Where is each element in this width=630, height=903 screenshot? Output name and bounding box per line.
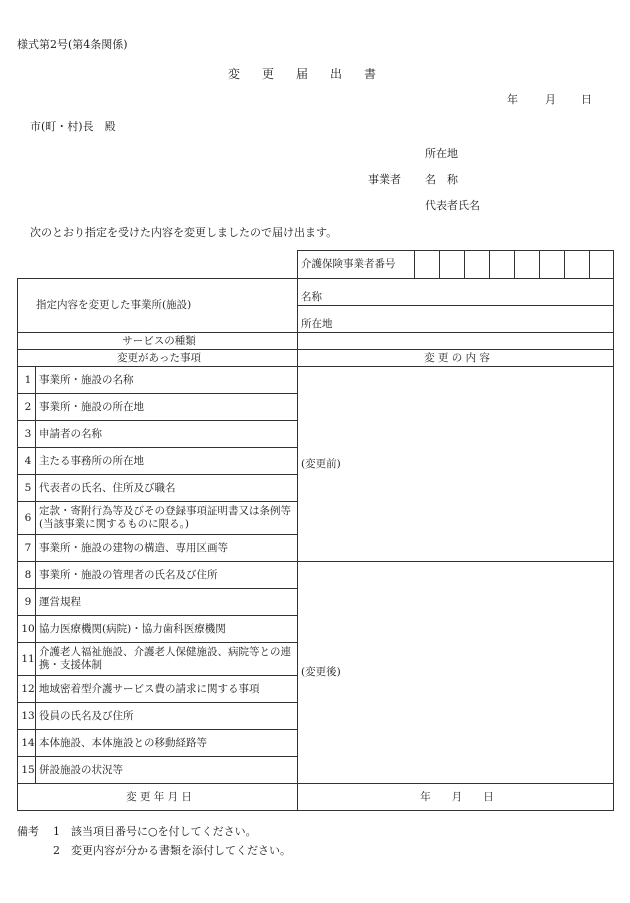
- service-type-value: [298, 333, 614, 350]
- note-text: 変更内容が分かる書類を添付してください。: [71, 844, 291, 857]
- date-line: [507, 91, 592, 107]
- provider-number-digit: [540, 251, 565, 279]
- item-text: 運営規程: [36, 589, 298, 616]
- facility-name-label: 名称: [298, 279, 614, 306]
- item-number: 3: [18, 421, 36, 448]
- item-text: 申請者の名称: [36, 421, 298, 448]
- item-text: 協力医療機関(病院)・協力歯科医療機関: [36, 616, 298, 643]
- item-number: 10: [18, 616, 36, 643]
- note-number: 1: [53, 825, 60, 838]
- notes: [17, 822, 291, 860]
- before-label: (変更前): [301, 457, 341, 470]
- item-text: 主たる事務所の所在地: [36, 448, 298, 475]
- facility-label: 指定内容を変更した事業所(施設): [18, 279, 298, 333]
- item-number: 9: [18, 589, 36, 616]
- change-table: [17, 250, 614, 811]
- item-text: 介護老人福祉施設、介護老人保健施設、病院等との連携・支援体制: [36, 643, 298, 676]
- item-number: 6: [18, 502, 36, 535]
- provider-number-label: 介護保険事業者番号: [298, 251, 415, 279]
- item-text: 地域密着型介護サービス費の請求に関する事項: [36, 676, 298, 703]
- item-number: 4: [18, 448, 36, 475]
- applicant-rep-label: 代表者氏名: [425, 199, 480, 212]
- document-title: 変更届出書: [228, 67, 399, 81]
- date-year: 年: [507, 93, 518, 106]
- applicant-address-label: 所在地: [425, 147, 458, 160]
- form-number: 様式第2号(第4条関係): [17, 38, 128, 51]
- item-number: 2: [18, 394, 36, 421]
- item-number: 14: [18, 730, 36, 757]
- date-month: 月: [545, 93, 556, 106]
- provider-number-digit: [565, 251, 590, 279]
- table-row: [18, 562, 614, 589]
- item-text: 定款・寄附行為等及びその登録事項証明書又は条例等(当該事業に関するものに限る。): [36, 502, 298, 535]
- change-date-label: 変 更 年 月 日: [18, 784, 298, 811]
- item-number: 5: [18, 475, 36, 502]
- provider-number-digit: [490, 251, 515, 279]
- content-header: 変 更 の 内 容: [298, 350, 614, 367]
- items-header: 変更があった事項: [18, 350, 298, 367]
- intro-text: 次のとおり指定を受けた内容を変更しましたので届け出ます。: [30, 226, 338, 239]
- item-number: 8: [18, 562, 36, 589]
- item-text: 本体施設、本体施設との移動経路等: [36, 730, 298, 757]
- item-number: 15: [18, 757, 36, 784]
- change-date-value: 年 月 日: [298, 784, 614, 811]
- item-text: 併設施設の状況等: [36, 757, 298, 784]
- applicant-label: 事業者: [368, 173, 401, 186]
- table-row: [18, 367, 614, 394]
- item-text: 代表者の氏名、住所及び職名: [36, 475, 298, 502]
- after-content: [298, 562, 614, 784]
- provider-number-digit: [440, 251, 465, 279]
- provider-number-digit: [590, 251, 614, 279]
- item-number: 7: [18, 535, 36, 562]
- provider-number-digit: [415, 251, 440, 279]
- item-number: 11: [18, 643, 36, 676]
- provider-number-row: [18, 251, 614, 279]
- date-day: 日: [581, 93, 592, 106]
- provider-number-digit: [515, 251, 540, 279]
- note-text: 該当項目番号に○を付してください。: [71, 825, 257, 838]
- facility-address-label: 所在地: [298, 306, 614, 333]
- notes-label: 備考: [17, 825, 39, 838]
- after-label: (変更後): [301, 666, 341, 678]
- addressee: 市(町・村)長 殿: [30, 120, 116, 133]
- note-number: 2: [53, 844, 60, 857]
- item-text: 役員の氏名及び住所: [36, 703, 298, 730]
- item-text: 事業所・施設の名称: [36, 367, 298, 394]
- item-number: 12: [18, 676, 36, 703]
- before-content: [298, 367, 614, 562]
- item-text: 事業所・施設の建物の構造、専用区画等: [36, 535, 298, 562]
- item-number: 13: [18, 703, 36, 730]
- item-number: 1: [18, 367, 36, 394]
- provider-number-digit: [465, 251, 490, 279]
- item-text: 事業所・施設の管理者の氏名及び住所: [36, 562, 298, 589]
- item-text: 事業所・施設の所在地: [36, 394, 298, 421]
- service-type-label: サービスの種類: [18, 333, 298, 350]
- applicant-name-label: 名 称: [425, 173, 458, 186]
